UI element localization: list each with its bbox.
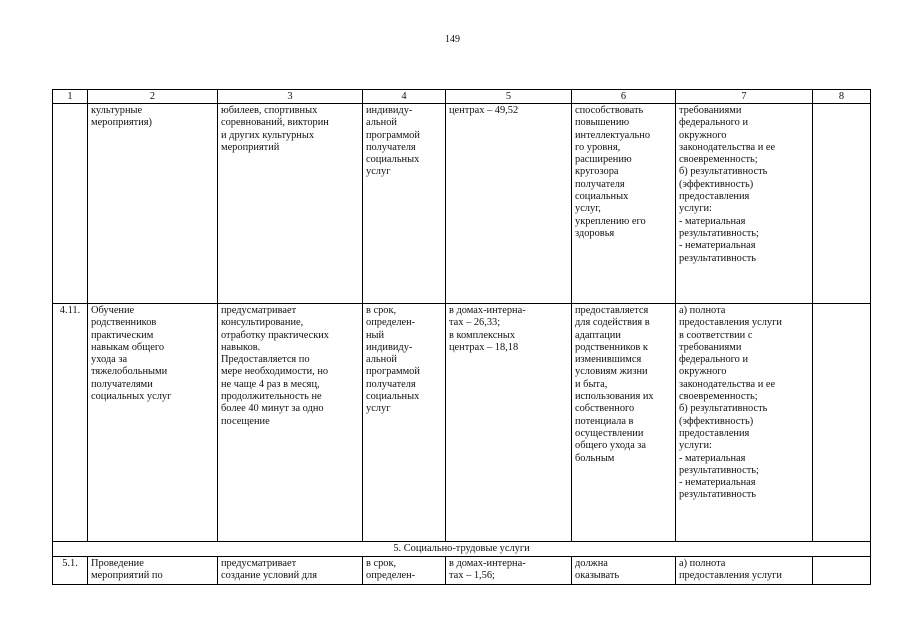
cell-line: программой (366, 366, 420, 378)
cell-line: предоставления (679, 427, 750, 439)
col-header: 3 (218, 90, 363, 104)
cell-line: получателя (366, 141, 416, 153)
cell-line: Предоставляется по (221, 354, 310, 366)
service-quality-cell (676, 104, 813, 304)
cell-line: центрах – 18,18 (449, 341, 519, 353)
service-tariff-cell (446, 304, 572, 542)
cell-line: и быта, (575, 378, 608, 390)
cell-line: интеллектуально (575, 129, 651, 141)
col-header: 7 (676, 90, 813, 104)
service-extra-cell (813, 557, 871, 585)
col-header: 4 (363, 90, 446, 104)
cell-line: мероприятий по (91, 570, 163, 582)
cell-line: тах – 26,33; (449, 317, 501, 329)
cell-line: требованиями (679, 341, 742, 353)
cell-line: определен- (366, 570, 416, 582)
cell-line: собственного (575, 403, 635, 415)
col-header: 5 (446, 90, 572, 104)
row-number: 5.1. (53, 557, 88, 585)
cell-line: навыков. (221, 341, 261, 353)
cell-line: родственников к (575, 341, 648, 353)
cell-line: услуги: (679, 440, 712, 452)
cell-line: расширению (575, 154, 632, 166)
service-description-cell (218, 304, 363, 542)
cell-line: юбилеев, спортивных (221, 105, 318, 116)
service-tariff-cell (446, 104, 572, 304)
cell-line: б) результативность (679, 166, 768, 178)
cell-line: требованиями (679, 105, 742, 116)
header-row (53, 90, 871, 104)
service-extra-cell (813, 304, 871, 542)
cell-line: услуг (366, 403, 391, 415)
cell-line: более 40 минут за одно (221, 403, 324, 415)
cell-line: получателями (91, 378, 153, 390)
cell-line: в срок, (366, 305, 397, 316)
cell-line: кругозора (575, 166, 619, 178)
service-name-cell (88, 557, 218, 585)
cell-line: в соответствии с (679, 329, 753, 341)
cell-line: тяжелобольными (91, 366, 168, 378)
cell-line: повышению (575, 117, 630, 129)
cell-line: окружного (679, 366, 727, 378)
cell-line: результативность; (679, 227, 759, 239)
service-conditions-cell (572, 304, 676, 542)
cell-line: социальных (366, 391, 420, 403)
col-header: 8 (813, 90, 871, 104)
cell-line: результативность; (679, 464, 759, 476)
service-name-cell (88, 104, 218, 304)
cell-line: соревнований, викторин (221, 117, 329, 129)
cell-line: предоставления услуги (679, 570, 782, 582)
cell-line: в комплексных (449, 329, 516, 341)
cell-line: - нематериальная (679, 240, 756, 252)
cell-line: посещение (221, 415, 270, 427)
cell-line: предусматривает (221, 305, 297, 316)
page-number: 149 (445, 34, 460, 45)
cell-line: оказывать (575, 570, 620, 582)
cell-line: создание условий для (221, 570, 318, 582)
cell-line: федерального и (679, 354, 749, 366)
cell-line: в домах-интерна- (449, 305, 526, 316)
cell-line: продолжительность не (221, 391, 322, 403)
cell-line: альной (366, 117, 397, 129)
cell-line: изменившимся (575, 354, 642, 366)
section-header-row (53, 542, 871, 557)
cell-line: условиям жизни (575, 366, 648, 378)
table-row (53, 304, 871, 542)
cell-line: ный (366, 329, 385, 341)
cell-line: не чаще 4 раз в месяц, (221, 378, 320, 390)
cell-line: мере необходимости, но (221, 366, 329, 378)
cell-line: консультирование, (221, 317, 304, 329)
cell-line: социальных (575, 191, 629, 203)
cell-line: адаптации (575, 329, 621, 341)
service-extra-cell (813, 104, 871, 304)
table-row (53, 104, 871, 304)
cell-line: окружного (679, 129, 727, 141)
cell-line: предоставления услуги (679, 317, 782, 329)
service-term-cell (363, 304, 446, 542)
cell-line: (эффективность) (679, 415, 754, 427)
row-number: 4.11. (53, 304, 88, 542)
cell-line: законодательства и ее (679, 378, 776, 390)
cell-line: и других культурных (221, 129, 315, 141)
cell-line: в домах-интерна- (449, 558, 526, 569)
service-description-cell (218, 104, 363, 304)
cell-line: предоставляется (575, 305, 649, 316)
cell-line: социальных (366, 154, 420, 166)
service-conditions-cell (572, 557, 676, 585)
cell-line: в срок, (366, 558, 397, 569)
service-term-cell (363, 557, 446, 585)
col-header: 6 (572, 90, 676, 104)
service-description-cell (218, 557, 363, 585)
cell-line: го уровня, (575, 141, 621, 153)
cell-line: (эффективность) (679, 178, 754, 190)
cell-line: отработку практических (221, 329, 330, 341)
cell-line: индивиду- (366, 341, 413, 353)
col-header: 1 (53, 90, 88, 104)
cell-line: законодательства и ее (679, 141, 776, 153)
cell-line: для содействия в (575, 317, 650, 329)
cell-line: услуг, (575, 203, 601, 215)
cell-line: использования их (575, 391, 654, 403)
cell-line: федерального и (679, 117, 749, 129)
cell-line: - материальная (679, 452, 746, 464)
cell-line: своевременность; (679, 154, 758, 166)
services-table (52, 89, 871, 585)
cell-line: своевременность; (679, 391, 758, 403)
cell-line: способствовать (575, 105, 644, 116)
cell-line: получателя (575, 178, 625, 190)
cell-line: а) полнота (679, 305, 726, 316)
service-quality-cell (676, 304, 813, 542)
cell-line: Обучение (91, 305, 135, 316)
cell-line: больным (575, 452, 615, 464)
cell-line: центрах – 49,52 (449, 105, 519, 116)
table-row (53, 557, 871, 585)
cell-line: социальных услуг (91, 391, 172, 403)
cell-line: родственников (91, 317, 157, 329)
service-term-cell (363, 104, 446, 304)
cell-line: ухода за (91, 354, 128, 366)
cell-line: мероприятий (221, 141, 280, 153)
cell-line: должна (575, 558, 608, 569)
cell-line: - нематериальная (679, 477, 756, 489)
cell-line: альной (366, 354, 397, 366)
cell-line: тах – 1,56; (449, 570, 495, 582)
cell-line: получателя (366, 378, 416, 390)
cell-line: предоставления (679, 191, 750, 203)
cell-line: определен- (366, 317, 416, 329)
cell-line: практическим (91, 329, 154, 341)
service-quality-cell (676, 557, 813, 585)
cell-line: услуг (366, 166, 391, 178)
cell-line: результативность (679, 252, 757, 264)
cell-line: предусматривает (221, 558, 297, 569)
cell-line: укреплению его (575, 215, 646, 227)
cell-line: общего ухода за (575, 440, 646, 452)
row-number (53, 104, 88, 304)
cell-line: навыкам общего (91, 341, 165, 353)
cell-line: программой (366, 129, 420, 141)
cell-line: - материальная (679, 215, 746, 227)
cell-line: осуществлении (575, 427, 644, 439)
cell-line: Проведение (91, 558, 144, 569)
service-name-cell (88, 304, 218, 542)
cell-line: мероприятия) (91, 117, 153, 129)
col-header: 2 (88, 90, 218, 104)
section-title: 5. Социально-трудовые услуги (53, 542, 871, 557)
cell-line: услуги: (679, 203, 712, 215)
cell-line: потенциала в (575, 415, 634, 427)
cell-line: результативность (679, 489, 757, 501)
cell-line: здоровья (575, 227, 615, 239)
cell-line: а) полнота (679, 558, 726, 569)
cell-line: индивиду- (366, 105, 413, 116)
service-tariff-cell (446, 557, 572, 585)
cell-line: б) результативность (679, 403, 768, 415)
cell-line: культурные (91, 105, 143, 116)
service-conditions-cell (572, 104, 676, 304)
